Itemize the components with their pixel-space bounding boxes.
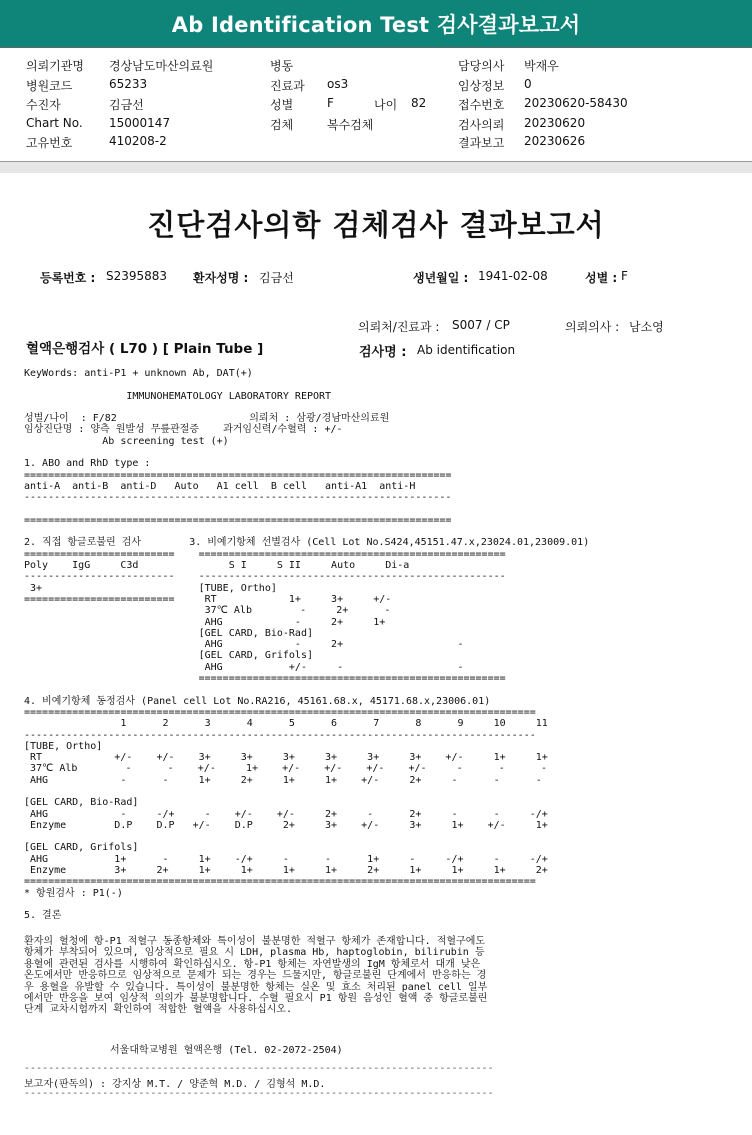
report-line [24,447,589,458]
report-line: 1 2 3 4 5 6 7 8 9 10 11 [24,718,548,730]
report-line [24,379,589,390]
header-label-clinical-info: 임상정보 [458,79,505,93]
header-label-receipt-no: 접수번호 [458,98,505,112]
report-line [24,526,589,537]
report-line: [TUBE, Ortho] [24,740,103,752]
report-line: AHG +/- - - [24,661,464,673]
report-line: [GEL CARD, Grifols] [24,650,313,662]
lab-report-body [24,368,589,922]
header-label-report-date: 결과보고 [458,136,505,150]
report-line: 1. ABO and RhD type : [24,458,151,470]
report-line: KeyWords: anti-P1 + unknown Ab, DAT(+) [24,368,253,379]
dob-value: 1941-02-08 [478,269,548,283]
dept-value: S007 / CP [452,318,510,332]
report-title: 진단검사의학 검체검사 결과보고서 [147,208,605,242]
report-line: 5. 결론 [24,910,62,922]
report-line: IMMUNOHEMATOLOGY LABORATORY REPORT [24,390,332,402]
header-value-report-date: 20230626 [524,134,586,148]
reg-no-value: S2395883 [106,269,168,283]
report-line: 4. 비예기항체 동정검사 (Panel cell Lot No.RA216, 45161.68.x, 45171.68.x,23006.01) [24,695,491,707]
report-line [24,831,589,842]
banner-title: Ab Identification Test 검사결과보고서 [171,12,581,37]
test-name-label: 검사명 : [359,345,407,360]
report-line: ----------------------------------------------------------------------- [24,492,452,504]
report-line: AHG - -/+ - +/- +/- 2+ - 2+ - - -/+ [24,808,548,820]
banner-divider [0,47,752,48]
header-label-ward: 병동 [270,59,294,73]
report-line [24,402,589,413]
header-label-institution: 의뢰기관명 [26,59,84,73]
section-separator [0,161,752,173]
header-label-age: 나이 [374,98,398,112]
report-banner [0,0,752,47]
report-line: 3+ [TUBE, Ortho] [24,582,277,594]
report-line: 37℃ Alb - - +/- 1+ +/- +/- +/- +/- - - - [24,763,547,775]
report-line: ======================================================================= [24,514,452,526]
doctor-label: 의뢰의사 : [565,320,620,334]
report-line: AHG 1+ - 1+ -/+ - - 1+ - -/+ - -/+ [24,853,548,865]
header-value-unique-no: 410208-2 [109,134,167,148]
report-line [24,504,589,515]
section-title: 혈액은행검사 ( L70 ) [ Plain Tube ] [26,341,264,357]
report-line: * 항원검사 : P1(-) [24,887,123,899]
header-value-sex: F [327,96,334,110]
report-line: anti-A anti-B anti-D Auto A1 cell B cell anti-A1 anti-H [24,480,416,492]
header-label-doctor: 담당의사 [458,59,505,73]
report-line: RT +/- +/- 3+ 3+ 3+ 3+ 3+ 3+ +/- 1+ 1+ [24,752,548,764]
report-line: [GEL CARD, Grifols] [24,842,139,854]
signature-rule-top: ------------------------------------------------------------------------------ [24,1063,494,1074]
report-line: AHG - 2+ 1+ [24,616,386,628]
header-label-chart-no: Chart No. [26,116,83,130]
report-line: =================================================== [24,673,506,685]
sex-value: F [621,269,628,283]
header-value-institution: 경상남도마산의료원 [109,59,214,73]
reg-no-label: 등록번호 : [40,271,96,285]
report-line [24,899,589,910]
report-line: 2. 직접 항글로불린 검사 3. 비예기항체 선별검사 (Cell Lot No.S424,45151.47.x,23024.01,23009.01) [24,537,590,549]
dept-label: 의뢰처/진료과 : [358,320,440,334]
header-label-hospital-code: 병원코드 [26,79,73,93]
doctor-value: 남소영 [629,320,664,334]
header-value-patient: 김금선 [109,98,144,112]
report-line: ===================================================================================== [24,876,536,888]
header-value-age: 82 [411,96,427,110]
header-value-department: os3 [327,77,349,91]
test-name-value: Ab identification [417,343,516,357]
header-value-specimen: 복수검체 [327,118,374,132]
report-line: ------------------------- --------------------------------------------------- [24,571,506,583]
header-value-chart-no: 15000147 [109,116,171,130]
report-line: 임상진단명 : 양측 원발성 무릎관절증 과거임신력/수혈력 : +/- [24,424,343,436]
header-value-request-date: 20230620 [524,116,586,130]
report-line: ------------------------------------------------------------------------------------- [24,729,536,741]
patient-name-value: 김금선 [259,271,294,285]
report-line: Enzyme D.P D.P +/- D.P 2+ 3+ +/- 3+ 1+ +/- 1+ [24,819,548,831]
sex-label: 성별 : [585,271,618,285]
report-line: 성별/나이 : F/82 의뢰처 : 삼광/경남마산의료원 [24,413,390,425]
header-value-hospital-code: 65233 [109,77,148,91]
reporter-line: 보고자(판독의) : 강지상 M.T. / 양준혁 M.D. / 김형석 M.D. [24,1079,326,1090]
conclusion-text: 환자의 혈청에 항-P1 적혈구 동종항체와 특이성이 불분명한 적혈구 항체가 존재합니다. 적혈구에도 항체가 부착되어 있으며, 임상적으로 필요 시 LDH, plasma Hb, haptoglobin, bilirubin 등 용혈에 관련된 검사를 시행하여 확인하십시오. 항-P1 항체는 자연발생의 IgM 항체로서 대개 낮은 온도에서만 반응하므로 임상적으로 문제가 되는 경우는 드물지만, 항글로불린 단계에서 반응하는 경우 용혈을 유발할 수 있습니다. 특이성이 불분명한 항체는 실온 및 효소 처리된 panel cell 일부에서만 반응을 보여 임상적 의의가 불분명합니다. 수혈 필요시 P1 항원 음성인 혈액 중 항글로불린 단계 교차시험까지 확인하여 적합한 혈액을 사용하십시오. [24,936,488,1016]
header-label-request-date: 검사의뢰 [458,118,505,132]
report-line: Poly IgG C3d S I S II Auto Di-a [24,560,410,572]
separator-line [0,161,752,162]
report-line [24,786,589,797]
report-line: Ab screening test (+) [24,435,229,447]
header-label-patient: 수진자 [26,98,61,112]
header-label-department: 진료과 [270,79,305,93]
report-line: AHG - 2+ - [24,639,464,651]
header-value-receipt-no: 20230620-58430 [524,96,628,110]
header-label-specimen: 검체 [270,118,294,132]
report-line: AHG - - 1+ 2+ 1+ 1+ +/- 2+ - - - [24,774,542,786]
header-label-unique-no: 고유번호 [26,136,73,150]
report-line: Enzyme 3+ 2+ 1+ 1+ 1+ 1+ 2+ 1+ 1+ 1+ 2+ [24,865,548,877]
report-line: [GEL CARD, Bio-Rad] [24,797,139,809]
report-line: [GEL CARD, Bio-Rad] [24,627,313,639]
report-line: 37℃ Alb - 2+ - [24,605,391,617]
institution-line: 서울대학교병원 혈액은행 (Tel. 02-2072-2504) [110,1045,343,1056]
patient-name-label: 환자성명 : [193,271,249,285]
header-value-clinical-info: 0 [524,77,532,91]
header-value-doctor: 박재우 [524,59,559,73]
report-line: ===================================================================================== [24,706,536,718]
report-line: ========================= RT 1+ 3+ +/- [24,593,392,605]
header-label-sex: 성별 [270,98,294,112]
report-line [24,684,589,695]
report-line: ========================= =================================================== [24,548,506,560]
signature-rule-bottom: ------------------------------------------------------------------------------ [24,1088,494,1099]
report-line: ======================================================================= [24,469,452,481]
dob-label: 생년월일 : [413,271,469,285]
